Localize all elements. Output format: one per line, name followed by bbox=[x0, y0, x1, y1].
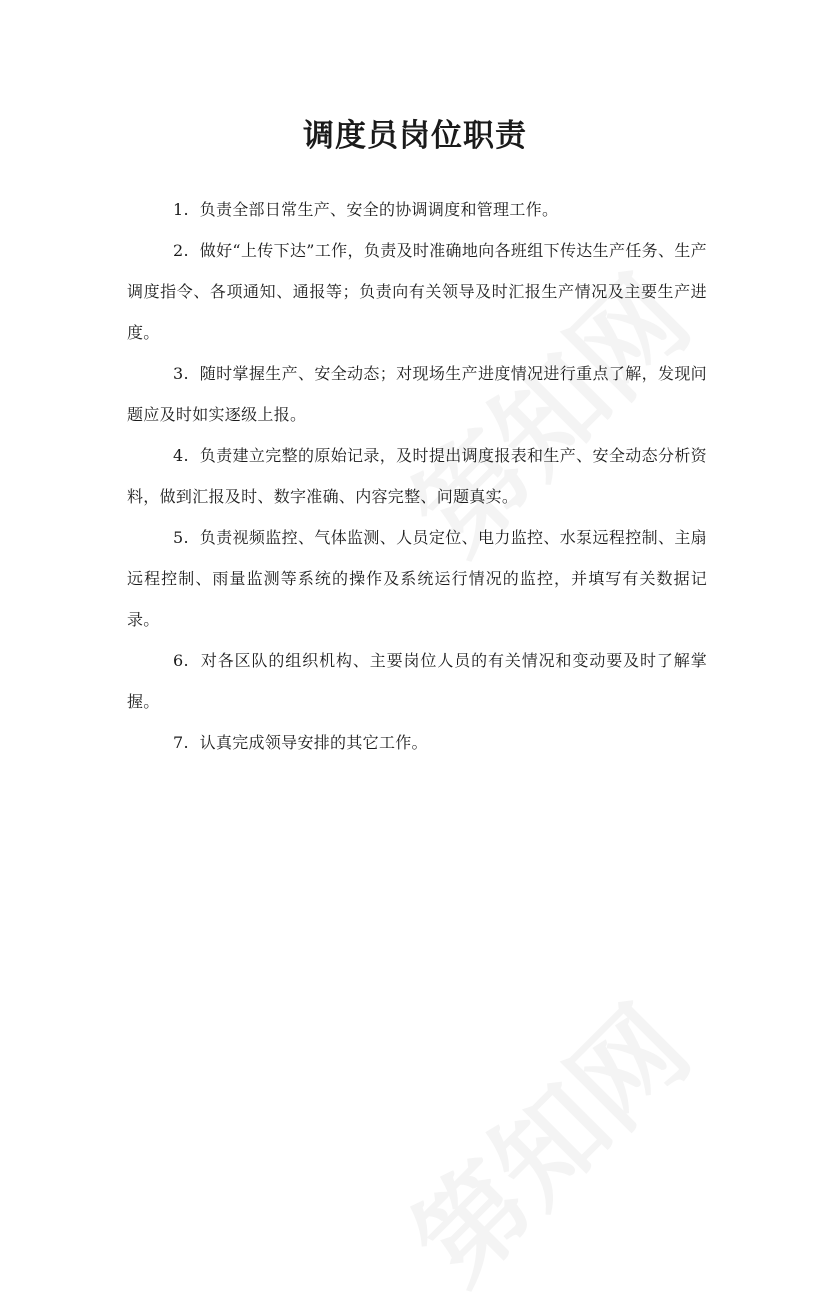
list-item bbox=[127, 435, 707, 517]
watermark bbox=[372, 966, 717, 1311]
list-item bbox=[127, 517, 707, 640]
item-text: 负责视频监控、气体监测、人员定位、电力监控、水泵远程控制、主扇远程控制、雨量监测等系统的操作及系统运行情况的监控，并填写有关数据记录。 bbox=[127, 528, 707, 629]
page-title: 调度员岗位职责 bbox=[303, 118, 527, 154]
list-item bbox=[127, 640, 707, 722]
list-item bbox=[127, 722, 707, 763]
item-number: 6. bbox=[173, 651, 189, 670]
item-text: 负责建立完整的原始记录，及时提出调度报表和生产、安全动态分析资料，做到汇报及时、数字准确、内容完整、问题真实。 bbox=[127, 446, 707, 506]
list-item bbox=[127, 189, 707, 230]
item-text: 负责全部日常生产、安全的协调调度和管理工作。 bbox=[199, 200, 559, 219]
item-text: 随时掌握生产、安全动态；对现场生产进度情况进行重点了解，发现问题应及时如实逐级上报。 bbox=[127, 364, 707, 424]
item-number: 4. bbox=[173, 446, 189, 465]
item-number: 1. bbox=[173, 200, 189, 219]
duty-list bbox=[127, 189, 707, 763]
item-number: 2. bbox=[173, 241, 189, 260]
list-item bbox=[127, 353, 707, 435]
item-text: 对各区队的组织机构、主要岗位人员的有关情况和变动要及时了解掌握。 bbox=[127, 651, 707, 711]
item-number: 7. bbox=[173, 733, 189, 752]
item-number: 3. bbox=[173, 364, 189, 383]
item-number: 5. bbox=[173, 528, 189, 547]
item-text: 做好“上传下达”工作，负责及时准确地向各班组下传达生产任务、生产调度指令、各项通知、通报等；负责向有关领导及时汇报生产情况及主要生产进度。 bbox=[127, 241, 707, 342]
item-text: 认真完成领导安排的其它工作。 bbox=[199, 733, 428, 752]
list-item bbox=[127, 230, 707, 353]
